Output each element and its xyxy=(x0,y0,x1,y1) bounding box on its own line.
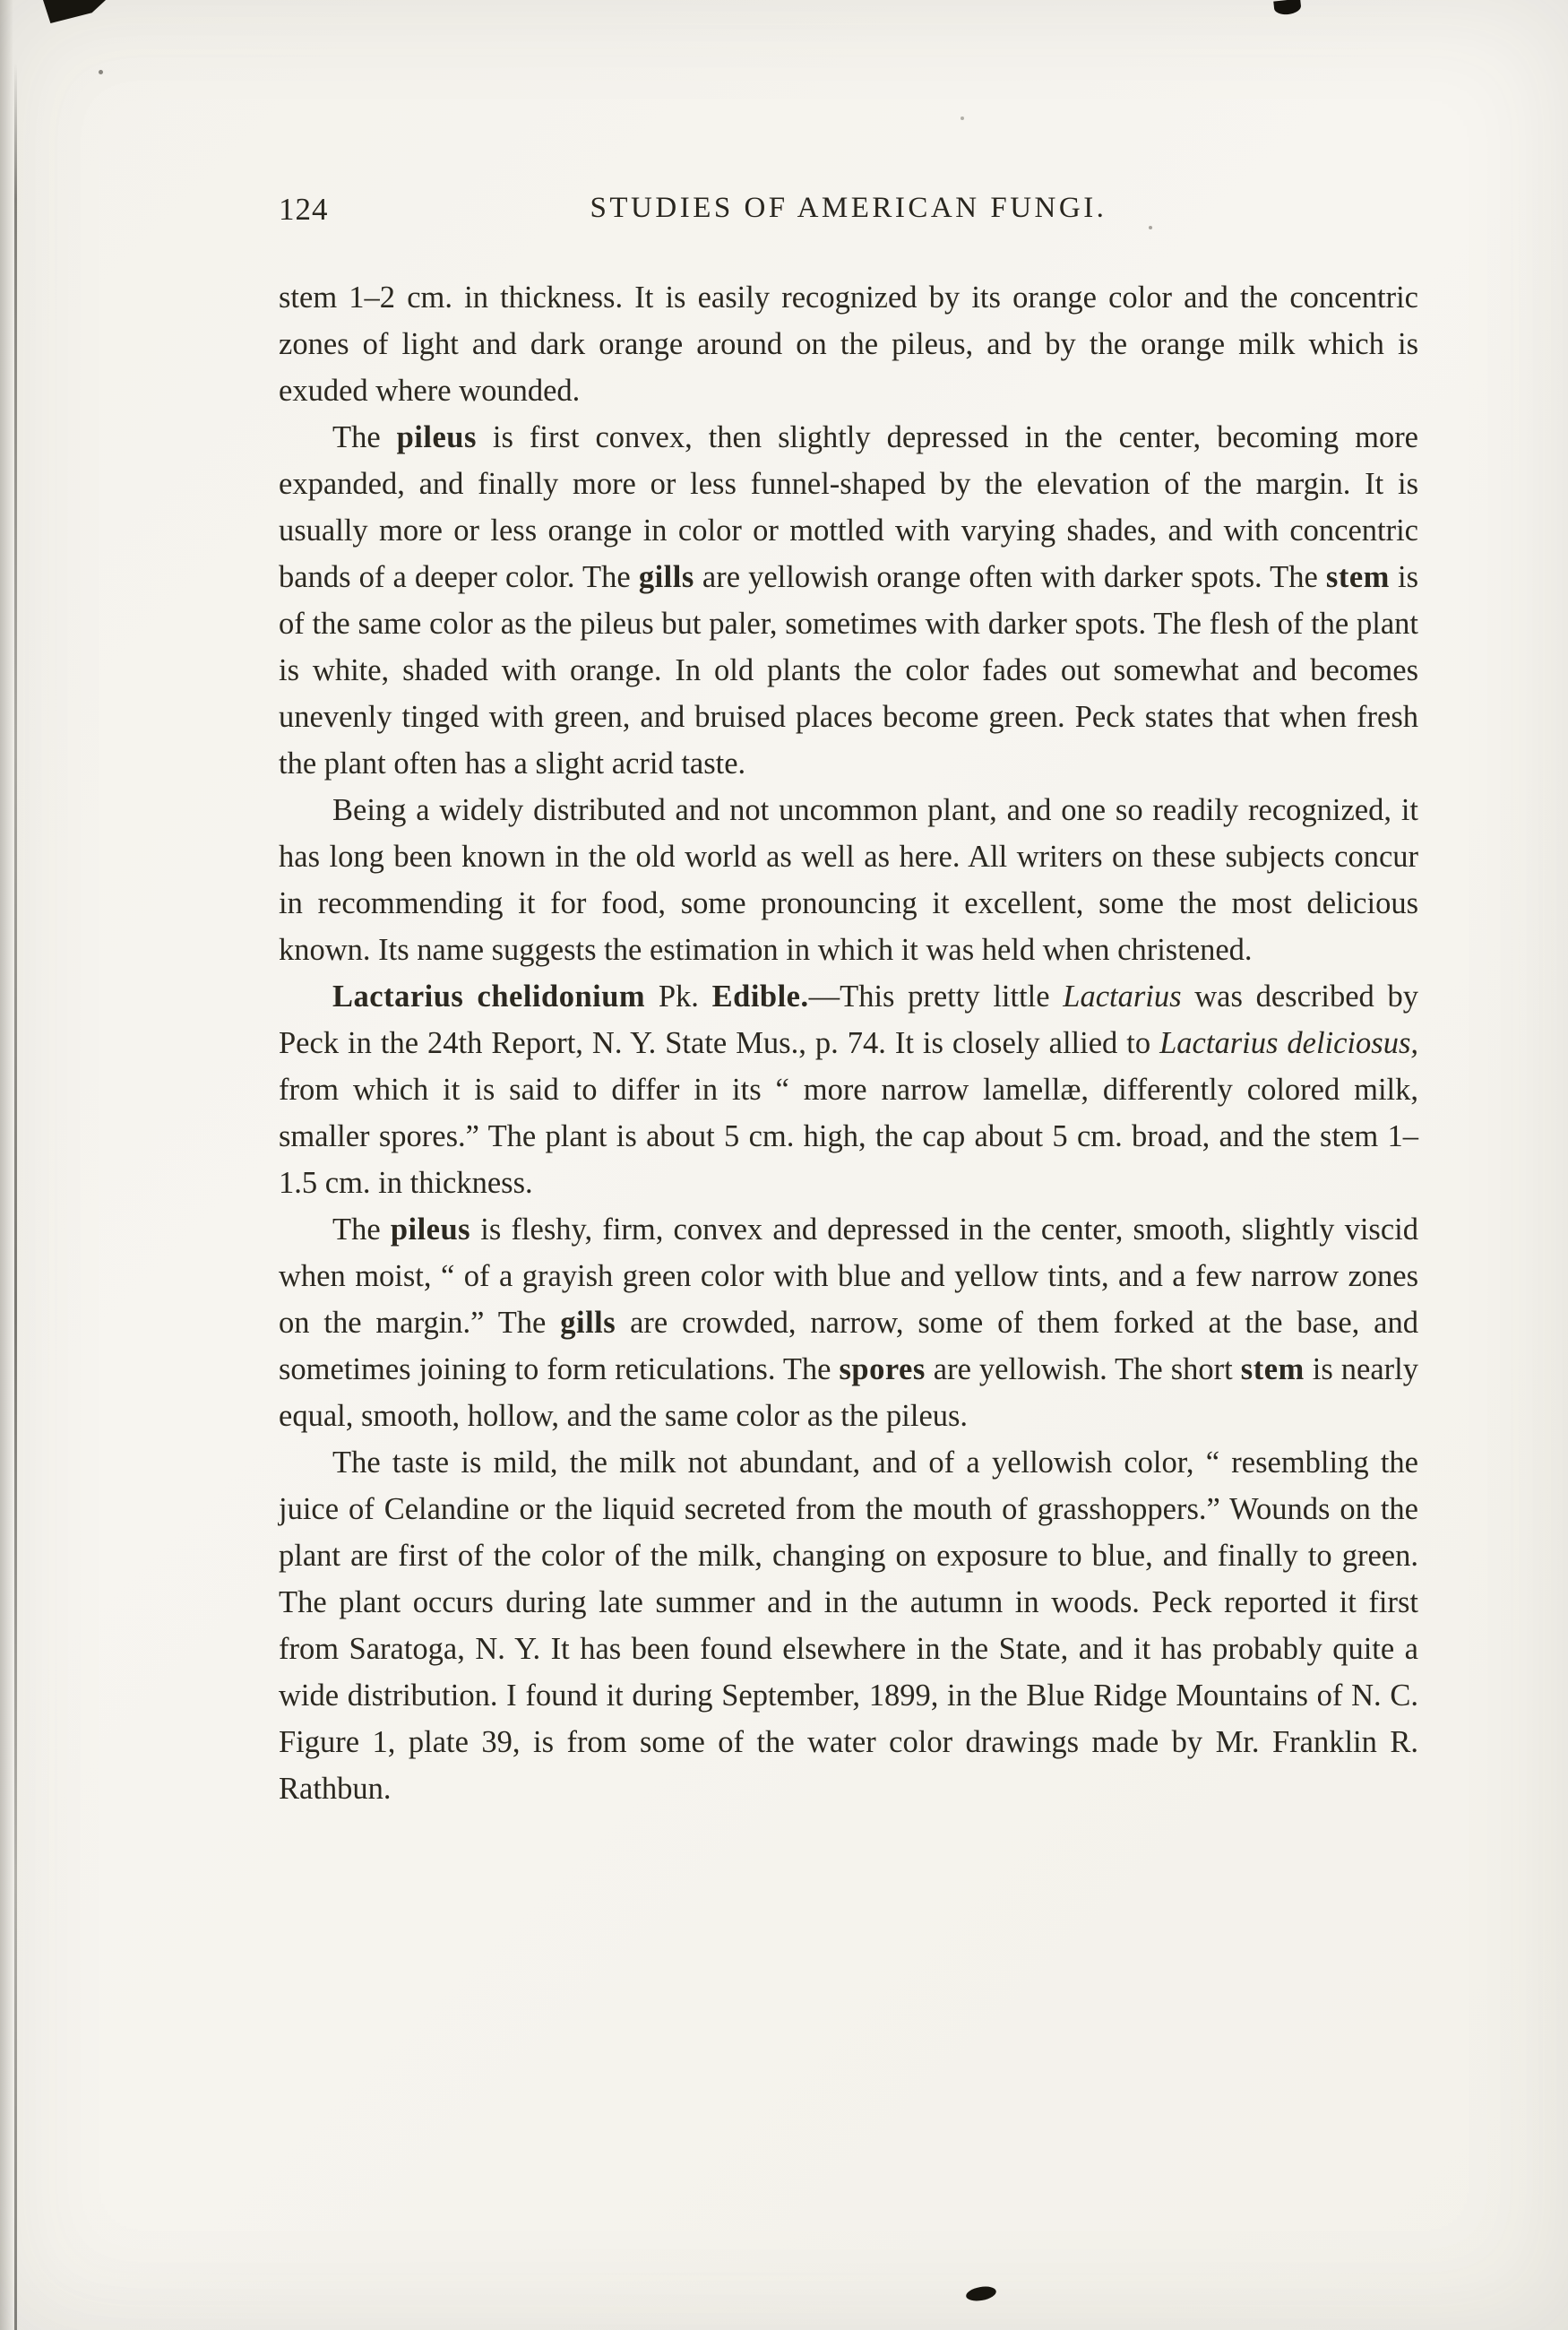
paragraph xyxy=(279,414,1418,787)
species-name-italic: Lactarius xyxy=(1063,979,1182,1014)
bold-term: pileus xyxy=(390,1212,471,1247)
text-run: are crowded, narrow, some of them forked at the base, and sometimes joining to form reticulations. The xyxy=(279,1306,1418,1386)
bold-term: Edible. xyxy=(711,979,809,1014)
text-run: —This pretty little xyxy=(808,979,1064,1014)
page-header xyxy=(279,192,1418,238)
bold-term: gills xyxy=(638,560,694,594)
text-run: is fleshy, firm, convex and depressed in the center, smooth, slightly viscid when moist, “ of a grayish green color with blue and yellow tints, and a few narrow zones on the margin.” The xyxy=(279,1212,1418,1340)
paragraph xyxy=(279,1206,1418,1439)
paragraph xyxy=(279,787,1418,973)
text-run: Pk. xyxy=(645,979,712,1014)
bold-term: pileus xyxy=(396,420,477,454)
scan-speck xyxy=(961,116,964,120)
text-run: stem 1–2 cm. in thickness. It is easily recognized by its orange color and the concentric zones of light and dark orange around on the pileus, and by the orange milk which is exuded where wounded. xyxy=(279,280,1418,408)
text-run: Being a widely distributed and not uncommon plant, and one so readily recognized, it has long been known in the old world as well as here. All writers on these subjects concur in recommending it for food, some pronouncing it excellent, some the most delicious known. Its name suggests the estimation in which it was held when christened. xyxy=(279,793,1418,967)
scan-binding-line xyxy=(14,63,17,2330)
page-number: 124 xyxy=(279,192,329,227)
bold-term: stem xyxy=(1240,1352,1305,1386)
text-run: is of the same color as the pileus but paler, sometimes with darker spots. The flesh of the plant is white, shaded with orange. In old plants the color fades out somewhat and becomes unevenly tinged with green, and bruised places become green. Peck states that when fresh the plant often has a slight acrid taste. xyxy=(279,560,1419,781)
text-run: are yellowish. The short xyxy=(925,1352,1241,1386)
text-run: The taste is mild, the milk not abundant, and of a yellowish color, “ resembling the juice of Celandine or the liquid secreted from the mouth of grasshoppers.” Wounds on the plant are first of the color of the milk, changing on exposure to blue, and finally to green. The plant occurs during late summer and in the autumn in woods. Peck reported it first from Saratoga, N. Y. It has been found elsewhere in the State, and it has probably quite a wide distribution. I found it during September, 1899, in the Blue Ridge Mountains of N. C. Figure 1, plate 39, is from some of the water color drawings made by Mr. Franklin R. Rathbun. xyxy=(279,1445,1418,1806)
bold-term: spores xyxy=(839,1352,926,1386)
paragraph xyxy=(279,274,1418,414)
text-run: from which it is said to differ in its “ more narrow lamellæ, differently colored milk, smaller spores.” The plant is about 5 cm. high, the cap about 5 cm. broad, and the stem 1–1.5 cm. in thickness. xyxy=(279,1073,1418,1200)
running-title: STUDIES OF AMERICAN FUNGI. xyxy=(590,192,1107,224)
text-run: was described by Peck in the 24th Report, N. Y. State Mus., p. 74. It is closely allied to xyxy=(279,979,1419,1060)
bold-term: gills xyxy=(560,1306,616,1340)
text-run: The xyxy=(332,420,397,454)
text-run: is first convex, then slightly depressed in the center, becoming more expanded, and finally more or less funnel-shaped by the elevation of the margin. It is usually more or less orange in color or mottled with varying shades, and with concentric bands of a deeper color. The xyxy=(279,420,1418,594)
scan-top-mark xyxy=(1273,0,1302,16)
text-run: The xyxy=(332,1212,391,1247)
text-run: is nearly equal, smooth, hollow, and the same color as the pileus. xyxy=(279,1352,1418,1433)
scan-edge-shadow xyxy=(0,0,13,2330)
bold-term: Lactarius chelidonium xyxy=(332,979,646,1014)
species-name-italic: Lactarius deliciosus, xyxy=(1159,1026,1418,1060)
paragraph xyxy=(279,1439,1418,1812)
paragraph xyxy=(279,973,1418,1206)
page-body xyxy=(279,274,1418,1812)
scan-speck xyxy=(99,70,103,74)
text-run: are yellowish orange often with darker spots. The xyxy=(694,560,1326,594)
bold-term: stem xyxy=(1325,560,1390,594)
scan-corner-mark xyxy=(43,0,106,23)
scan-bottom-mark xyxy=(965,2284,997,2303)
